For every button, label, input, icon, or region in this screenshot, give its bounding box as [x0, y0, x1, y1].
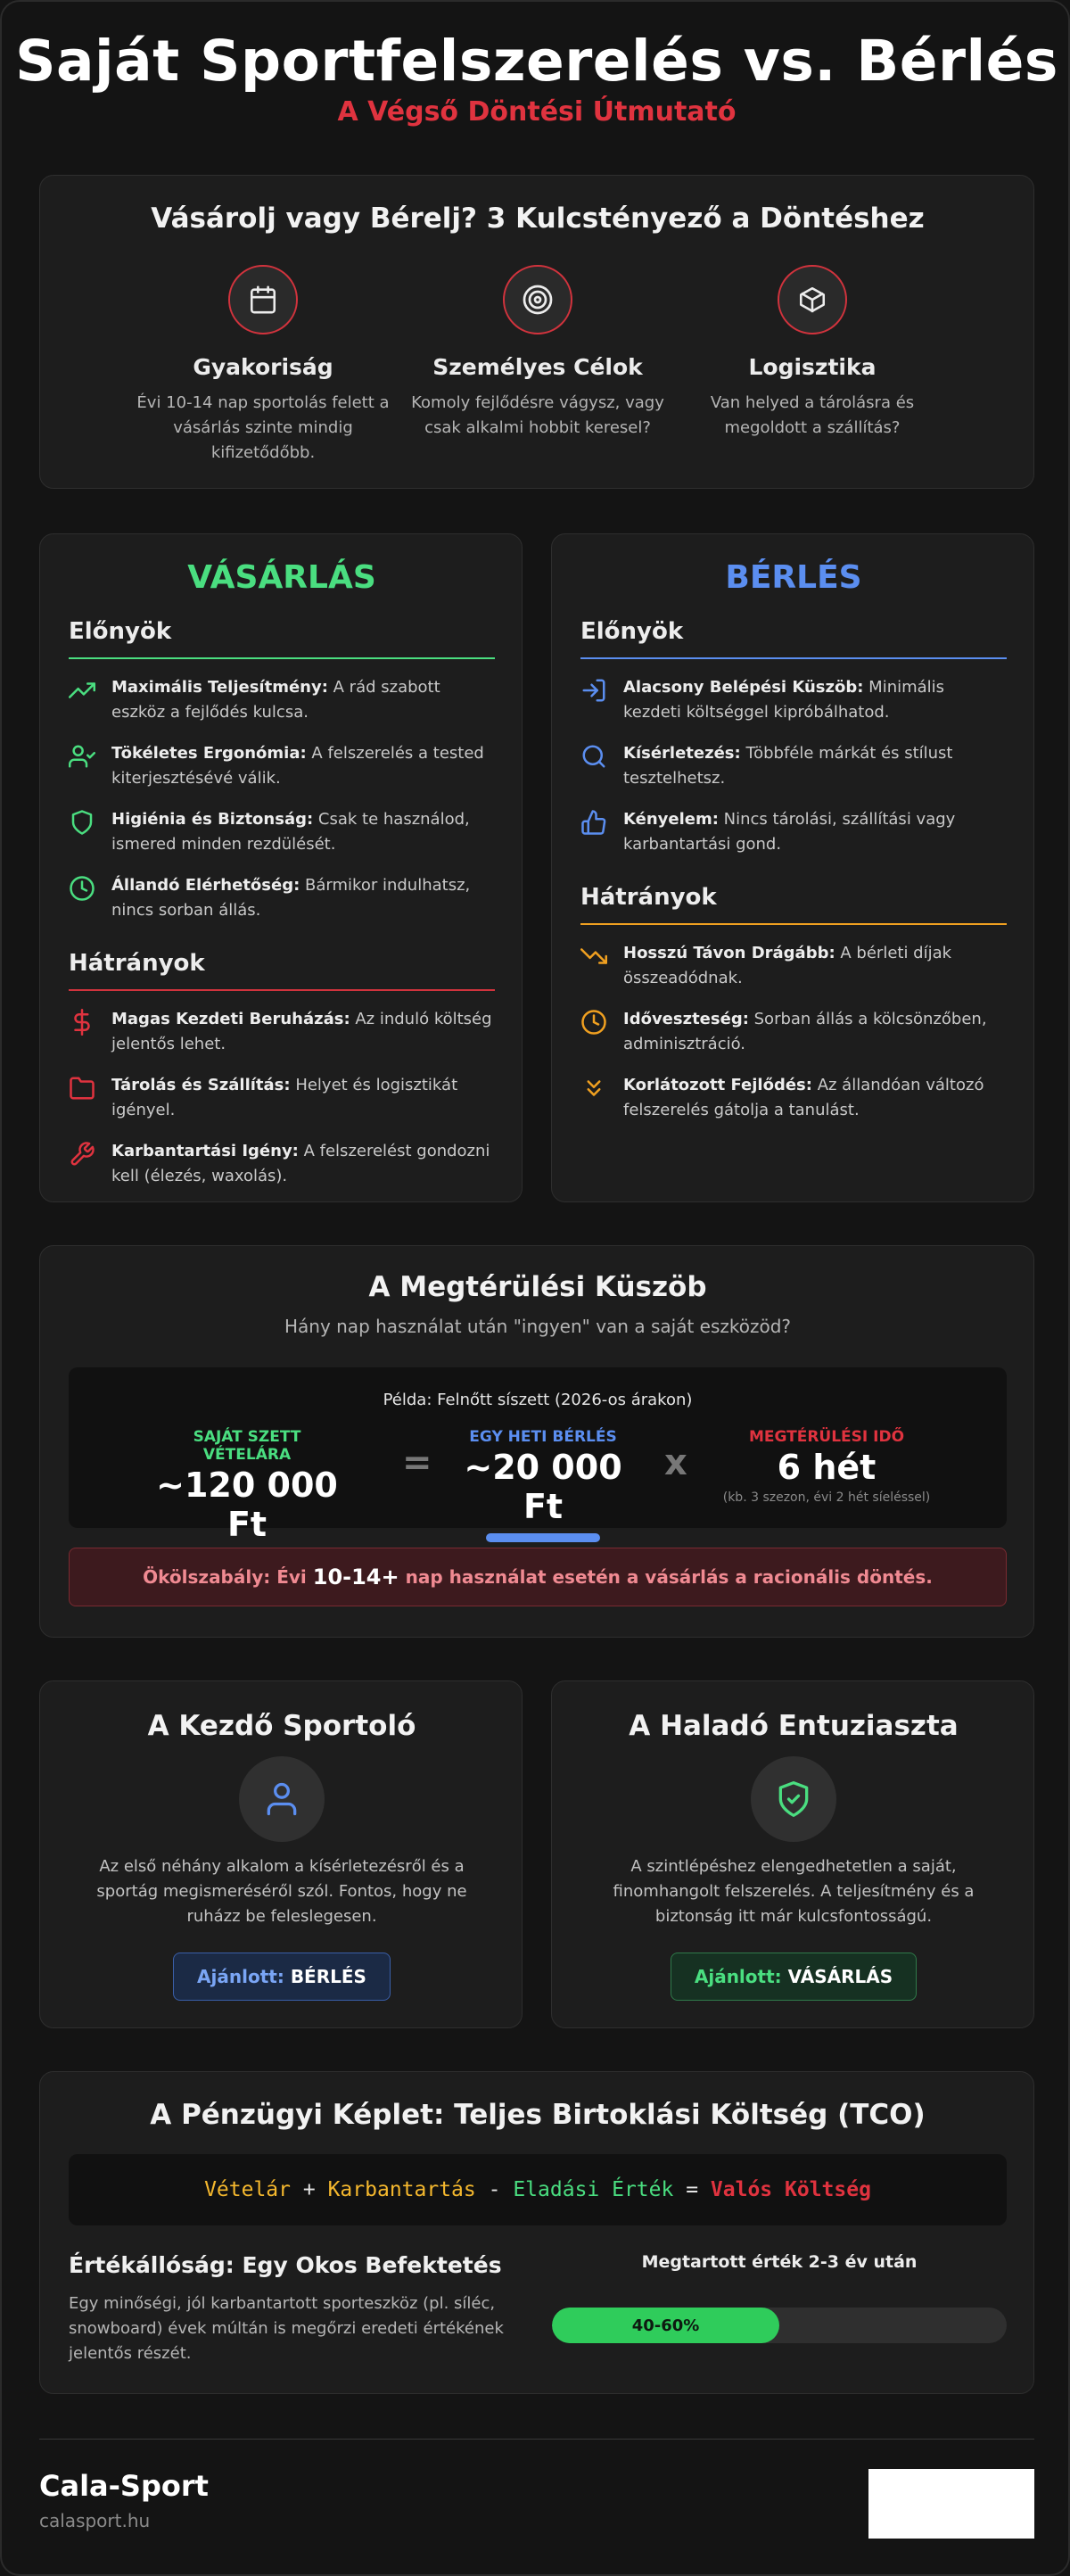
folder-icon [69, 1073, 111, 1123]
buy-cons-list [69, 1007, 495, 1189]
list-item [69, 1073, 495, 1123]
formula-equals: = [686, 2178, 699, 2201]
login-icon [580, 675, 623, 725]
factor-title: Gyakoriság [193, 354, 333, 380]
rent-content [580, 618, 1007, 1123]
formula-minus: - [488, 2178, 501, 2201]
buy-price-label: SAJÁT SZETT VÉTELÁRA [193, 1428, 301, 1464]
chevrons-down-icon [580, 1073, 623, 1123]
shield-check-icon [751, 1756, 836, 1842]
rule-prefix: Ökölszabály: Évi [143, 1566, 313, 1588]
rent-price-block [445, 1428, 641, 1542]
search-icon [580, 741, 623, 791]
factor-title: Logisztika [748, 354, 877, 380]
item-bold: Korlátozott Fejlődés: [623, 1076, 812, 1094]
item-text: Az állandóan változó felszerelés gátolja a tanulást. [623, 1076, 984, 1119]
times-sign: x [664, 1442, 687, 1483]
item-text: Sorban állás a kölcsönzőben, adminisztráció. [623, 1010, 987, 1053]
page-title: Saját Sportfelszerelés vs. Bérlés [15, 29, 1058, 94]
factor-goals [404, 265, 671, 441]
item-bold: Kísérletezés: [623, 744, 741, 763]
item-bold: Higiénia és Biztonság: [111, 810, 314, 829]
rec-value: BÉRLÉS [290, 1966, 366, 1987]
result-note: (kb. 3 szezon, évi 2 hét síeléssel) [722, 1490, 931, 1505]
list-item [580, 1007, 1007, 1057]
list-item [580, 941, 1007, 991]
equals-sign: = [402, 1442, 432, 1483]
persona-advanced-card [551, 1680, 1034, 2028]
factors-card [39, 175, 1034, 489]
item-text: Helyet és logisztikát igényel. [111, 1076, 458, 1119]
list-item [580, 807, 1007, 857]
list-item [69, 807, 495, 857]
item-bold: Hosszú Távon Drágább: [623, 944, 835, 962]
buy-card [39, 533, 523, 1202]
rent-cons-list [580, 941, 1007, 1123]
rent-card [551, 533, 1034, 1202]
item-text: A rád szabott eszköz a fejlődés kulcsa. [111, 678, 440, 722]
item-text: Többféle márkát és stílust tesztelhetsz. [623, 744, 953, 788]
clock-icon [580, 1007, 623, 1057]
footer-logo-placeholder [868, 2469, 1034, 2539]
item-bold: Alacsony Belépési Küszöb: [623, 678, 864, 697]
result-value: 6 hét [777, 1448, 877, 1487]
rent-accent-bar [486, 1533, 600, 1542]
persona-beginner-card [39, 1680, 523, 2028]
list-item [580, 1073, 1007, 1123]
formula-maintenance: Karbantartás [327, 2178, 476, 2201]
factor-desc: Komoly fejlődésre vágysz, vagy csak alkalmi hobbit keresel? [411, 393, 664, 437]
rent-price-label: EGY HETI BÉRLÉS [469, 1428, 617, 1446]
tco-formula [69, 2154, 1007, 2225]
formula-price: Vételár [204, 2178, 291, 2201]
buy-cons-title: Hátrányok [69, 950, 495, 991]
item-bold: Tökéletes Ergonómia: [111, 744, 307, 763]
item-text: Bármikor indulhatsz, nincs sorban állás. [111, 876, 471, 920]
clock-icon [69, 873, 111, 923]
list-item [69, 1139, 495, 1189]
user-icon [239, 1756, 325, 1842]
breakeven-card [39, 1245, 1034, 1638]
rule-highlight: 10-14+ [312, 1565, 399, 1589]
breakeven-title: A Megtérülési Küszöb [368, 1271, 707, 1303]
item-bold: Időveszteség: [623, 1010, 749, 1028]
recommendation-badge [173, 1953, 391, 2001]
factors-title: Vásárolj vagy Bérelj? 3 Kulcstényező a Döntéshez [151, 202, 925, 235]
factor-title: Személyes Célok [432, 354, 643, 380]
list-item [69, 1007, 495, 1057]
calendar-icon [228, 265, 298, 334]
value-retention-title: Értékállóság: Egy Okos Befektetés [69, 2252, 502, 2278]
rent-cons-title: Hátrányok [580, 884, 1007, 925]
list-item [580, 675, 1007, 725]
persona-desc: A szintlépéshez elengedhetetlen a saját, finomhangolt felszerelés. A teljesítmény és a biztonság itt már kulcsfontosságú. [613, 1857, 975, 1926]
item-text: Csak te használod, ismered minden rezdülését. [111, 810, 470, 854]
rule-of-thumb-banner [69, 1548, 1007, 1606]
item-bold: Tárolás és Szállítás: [111, 1076, 291, 1094]
item-text: Az induló költség jelentős lehet. [111, 1010, 492, 1053]
rent-title: BÉRLÉS [725, 559, 862, 596]
item-text: Minimális kezdeti költséggel kipróbálhatod. [623, 678, 945, 722]
factor-logistics [679, 265, 946, 441]
formula-real-cost: Valós Költség [710, 2178, 871, 2201]
buy-pros-title: Előnyök [69, 618, 495, 659]
thumbs-up-icon [580, 807, 623, 857]
target-icon [503, 265, 572, 334]
rec-value: VÁSÁRLÁS [787, 1966, 893, 1987]
factor-frequency [129, 265, 397, 466]
tco-card [39, 2071, 1034, 2394]
buy-pros-list [69, 675, 495, 923]
dollar-icon [69, 1007, 111, 1057]
formula-plus: + [302, 2178, 316, 2201]
page-subtitle: A Végső Döntési Útmutató [337, 96, 737, 128]
user-check-icon [69, 741, 111, 791]
box-icon [778, 265, 847, 334]
factor-desc: Évi 10-14 nap sportolás felett a vásárlás szinte mindig kifizetődőbb. [136, 393, 390, 462]
rent-price-value: ~20 000 Ft [464, 1448, 622, 1526]
result-block [693, 1428, 960, 1505]
breakeven-question: Hány nap használat után "ingyen" van a saját eszközöd? [284, 1316, 792, 1337]
item-bold: Karbantartási Igény: [111, 1142, 299, 1160]
buy-title: VÁSÁRLÁS [187, 559, 376, 596]
rec-label: Ajánlott: [694, 1966, 782, 1987]
example-panel [69, 1367, 1007, 1544]
rent-pros-title: Előnyök [580, 618, 1007, 659]
item-bold: Maximális Teljesítmény: [111, 678, 328, 697]
recommendation-badge [671, 1953, 917, 2001]
example-label: Példa: Felnőtt síszett (2026-os árakon) [383, 1391, 693, 1409]
buy-price-block [149, 1428, 345, 1560]
rec-label: Ajánlott: [197, 1966, 284, 1987]
factor-desc: Van helyed a tárolásra és megoldott a szállítás? [710, 393, 915, 437]
persona-title: A Haladó Entuziaszta [629, 1710, 959, 1742]
wrench-icon [69, 1139, 111, 1189]
formula-resale: Eladási Érték [513, 2178, 674, 2201]
retention-bar-fill [552, 2308, 779, 2343]
trending-up-icon [69, 675, 111, 725]
shield-icon [69, 807, 111, 857]
item-text: A felszerelést gondozni kell (élezés, waxolás). [111, 1142, 490, 1185]
item-bold: Állandó Elérhetőség: [111, 876, 300, 895]
list-item [69, 873, 495, 923]
persona-title: A Kezdő Sportoló [147, 1710, 416, 1742]
item-text: A bérleti díjak összeadódnak. [623, 944, 952, 987]
buy-content [69, 618, 495, 1189]
list-item [69, 675, 495, 725]
item-bold: Kényelem: [623, 810, 719, 829]
item-bold: Magas Kezdeti Beruházás: [111, 1010, 350, 1028]
item-text: Nincs tárolási, szállítási vagy karbantartási gond. [623, 810, 956, 854]
result-label: MEGTÉRÜLÉSI IDŐ [748, 1428, 905, 1446]
persona-desc: Az első néhány alkalom a kísérletezésről és a sportág megismeréséről szól. Fontos, hogy ne ruházz be feleslegesen. [96, 1857, 467, 1926]
footer-url[interactable]: calasport.hu [39, 2510, 151, 2531]
trending-down-icon [580, 941, 623, 991]
footer-brand: Cala-Sport [39, 2469, 209, 2503]
value-retention-desc: Egy minőségi, jól karbantartott sporteszköz (pl. síléc, snowboard) évek múltán is megőrzi eredeti értékének jelentős részét. [69, 2294, 504, 2363]
list-item [580, 741, 1007, 791]
list-item [69, 741, 495, 791]
retention-bar-title: Megtartott érték 2-3 év után [641, 2252, 918, 2272]
item-text: A felszerelés a tested kiterjesztésévé válik. [111, 744, 484, 788]
rent-pros-list [580, 675, 1007, 857]
tco-title: A Pénzügyi Képlet: Teljes Birtoklási Költség (TCO) [150, 2099, 926, 2131]
rule-suffix: nap használat esetén a vásárlás a racionális döntés. [399, 1566, 933, 1588]
retention-bar-track [552, 2308, 1007, 2343]
footer-divider [39, 2439, 1034, 2440]
buy-price-value: ~120 000 Ft [156, 1466, 338, 1544]
retention-bar-label: 40-60% [631, 2316, 700, 2335]
